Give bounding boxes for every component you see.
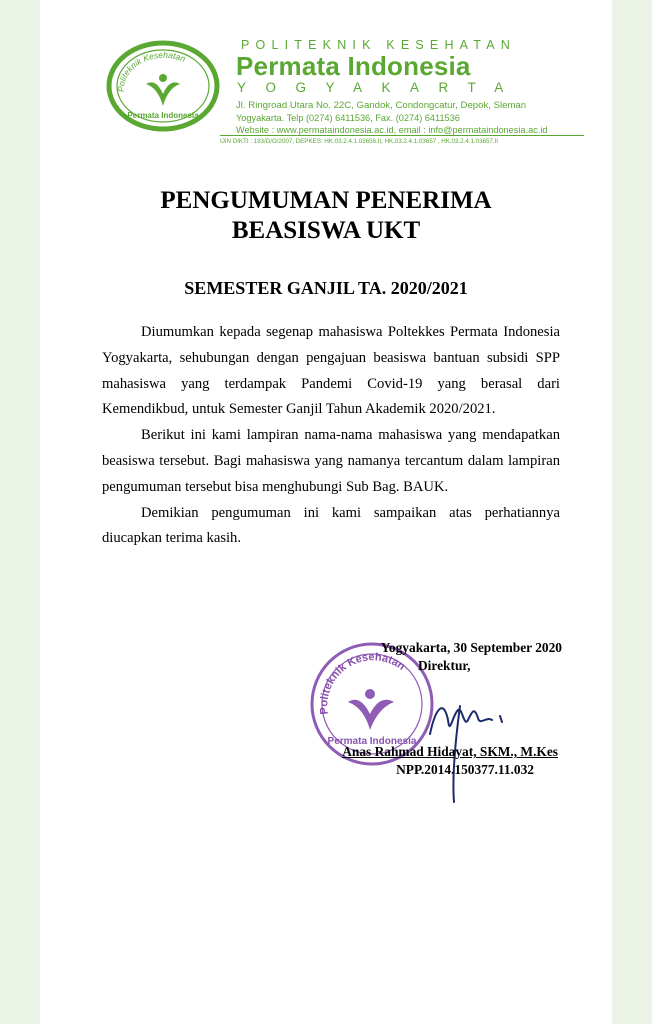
signature-block [302,636,562,806]
handwritten-signature [422,676,512,806]
letterhead-license: IJIN DIKTI : 193/D/O/2007, DEPKES: HK.03.2.4.1.03656.II, HK.03.2.4.1.03657 , HK.03.2.4.1.03657.II [220,138,498,145]
letterhead-phone: Yogyakarta. Telp (0274) 6411536, Fax. (0274) 6411536 [236,113,460,123]
letterhead-institution-name: Permata Indonesia [236,51,471,81]
signature-place-date: Yogyakarta, 30 September 2020 [380,640,562,655]
letterhead-address: Jl. Ringroad Utara No. 22C, Gandok, Condongcatur, Depok, Sleman [236,100,527,111]
letterhead [226,38,586,136]
title-line-1: PENGUMUMAN PENERIMA [160,187,492,214]
svg-text:Permata Indonesia: Permata Indonesia [327,736,417,747]
signatory-npp: NPP.2014.150377.11.032 [396,762,534,777]
letterhead-institution-type: POLITEKNIK KESEHATAN [241,38,516,52]
svg-text:Politeknik Kesehatan: Politeknik Kesehatan [115,49,188,93]
document-subtitle: SEMESTER GANJIL TA. 2020/2021 [184,278,468,298]
svg-text:Permata Indonesia: Permata Indonesia [127,111,199,120]
signatory-name: Anas Rahmad Hidayat, SKM., M.Kes [342,744,558,759]
announcement-body [102,320,560,552]
document-title [40,186,612,246]
paragraph: Demikian pengumuman ini kami sampaikan atas perhatiannya diucapkan terima kasih. [102,504,560,547]
signature-role: Direktur, [418,658,471,673]
letterhead-divider [220,135,584,136]
institution-logo [106,40,220,132]
svg-text:Politeknik Kesehatan: Politeknik Kesehatan [318,651,408,715]
document-page [40,0,612,1024]
title-line-2: BEASISWA UKT [231,217,421,244]
paragraph: Diumumkan kepada segenap mahasiswa Poltekkes Permata Indonesia Yogyakarta, sehubungan dengan pengajuan beasiswa bantuan subsidi SPP mahasiswa yang terdampak Pandemi Covid-19 yang berasal dari Kemendikbud, untuk Semester Ganjil Tahun Akademik 2020/2021. [102,324,560,418]
letterhead-city: YOGYAKARTA [237,80,523,95]
paragraph: Berikut ini kami lampiran nama-nama mahasiswa yang mendapatkan beasiswa tersebut. Bagi mahasiswa yang namanya tercantum dalam lampiran pengumuman tersebut bisa menghubungi Sub Bag. BAUK. [102,427,560,495]
letterhead-website: Website : www.permataindonesia.ac.id, email : info@permataindonesia.ac.id [236,125,548,135]
